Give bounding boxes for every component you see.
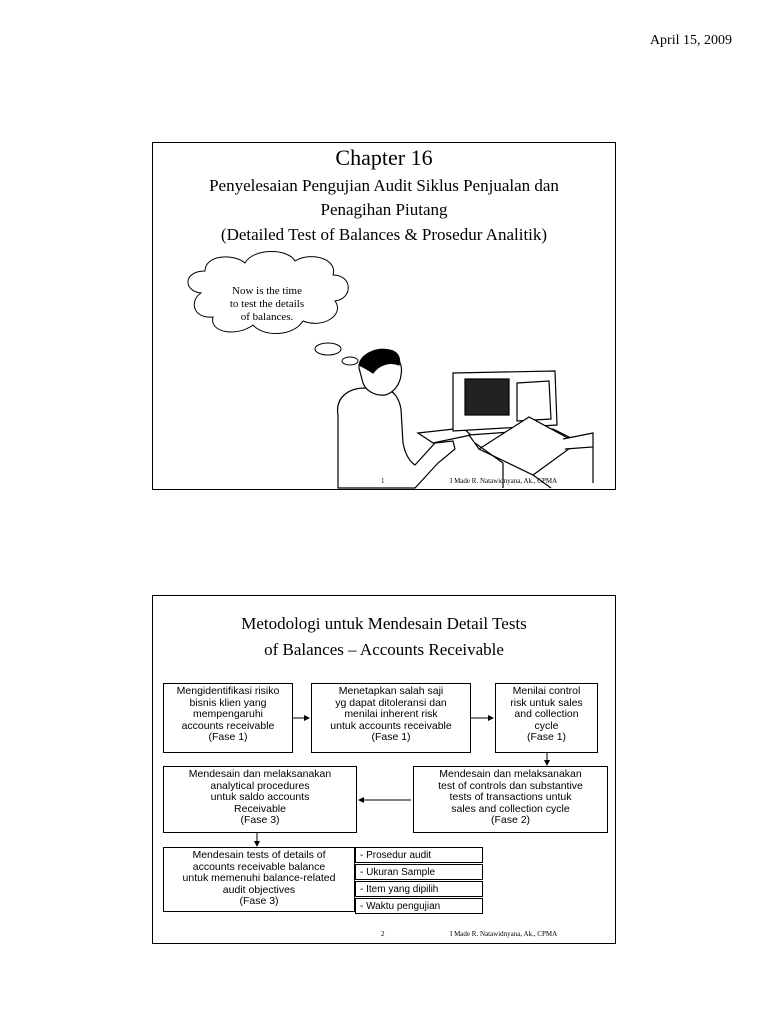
thought-line-1: Now is the time xyxy=(232,285,302,297)
box-line: risk untuk sales xyxy=(510,696,583,709)
box-line: Mendesain dan melaksanakan xyxy=(188,768,332,780)
box-line: Mendesain tests of details of xyxy=(192,849,326,861)
box-line: untuk saldo accounts xyxy=(210,791,310,803)
procedure-item: - Item yang dipilih xyxy=(355,881,483,897)
slide-title-line-2: of Balances – Accounts Receivable xyxy=(264,640,504,659)
slide-2 xyxy=(152,595,616,944)
box-line: mempengaruhi xyxy=(192,708,264,720)
flow-box-tolerable-misstatement xyxy=(311,683,471,753)
audit-procedure-list xyxy=(355,846,483,914)
slide-number: 1 xyxy=(381,477,385,485)
flow-box-test-of-controls xyxy=(413,766,608,833)
slide-number: 2 xyxy=(381,930,385,938)
person-icon xyxy=(338,349,471,488)
page-date: April 15, 2009 xyxy=(649,33,732,48)
box-line: untuk accounts receivable xyxy=(330,719,452,732)
subtitle-line-2: Penagihan Piutang xyxy=(320,200,448,219)
box-line: accounts receivable xyxy=(181,719,275,732)
flow-box-control-risk xyxy=(495,683,598,753)
box-line: Mendesain dan melaksanakan xyxy=(439,768,582,780)
box-line: Menilai control xyxy=(512,685,581,697)
subtitle-line-3: (Detailed Test of Balances & Prosedur Analitik) xyxy=(220,225,548,244)
box-phase: (Fase 1) xyxy=(208,731,248,743)
box-line: untuk memenuhi balance-related xyxy=(182,872,336,884)
box-line: menilai inherent risk xyxy=(344,708,438,720)
computer-icon xyxy=(453,371,593,488)
box-line: tests of transactions untuk xyxy=(449,791,572,803)
box-line: Menetapkan salah saji xyxy=(338,685,444,697)
flow-box-identify-risk xyxy=(163,683,293,753)
box-line: sales and collection cycle xyxy=(451,802,570,815)
slide-author: I Made R. Natawidnyana, Ak., CPMA xyxy=(450,477,558,485)
box-line: test of controls dan substantive xyxy=(438,779,583,792)
box-line: cycle xyxy=(534,719,559,732)
chapter-title: Chapter 16 xyxy=(335,145,433,170)
box-phase: (Fase 1) xyxy=(526,731,567,743)
box-phase: (Fase 3) xyxy=(240,814,280,826)
slide-author: I Made R. Natawidnyana, Ak., CPMA xyxy=(450,930,558,938)
slide-1 xyxy=(152,142,616,490)
box-line: analytical procedures xyxy=(210,779,310,792)
box-phase: (Fase 3) xyxy=(239,895,279,907)
box-line: Mengidentifikasi risiko xyxy=(176,685,280,697)
thought-line-3: of balances. xyxy=(240,311,294,323)
subtitle-line-1: Penyelesaian Pengujian Audit Siklus Penjualan dan xyxy=(209,176,559,195)
procedure-item: - Prosedur audit xyxy=(355,847,483,863)
box-line: Receivable xyxy=(234,802,286,815)
thought-line-2: to test the details xyxy=(229,298,305,310)
thought-bubble-text xyxy=(203,285,331,324)
procedure-item: - Waktu pengujian xyxy=(355,898,483,914)
box-line: and collection xyxy=(514,708,579,720)
box-line: audit objectives xyxy=(222,883,296,896)
procedure-item: - Ukuran Sample xyxy=(355,864,483,880)
flow-box-tests-of-details xyxy=(163,847,355,912)
slide-title-line-1: Metodologi untuk Mendesain Detail Tests xyxy=(241,614,527,633)
box-line: accounts receivable balance xyxy=(192,860,326,873)
box-phase: (Fase 2) xyxy=(490,814,531,826)
box-line: bisnis klien yang xyxy=(189,696,267,709)
flow-box-analytical-procedures xyxy=(163,766,357,833)
box-line: yg dapat ditoleransi dan xyxy=(335,696,447,709)
box-phase: (Fase 1) xyxy=(371,731,411,743)
